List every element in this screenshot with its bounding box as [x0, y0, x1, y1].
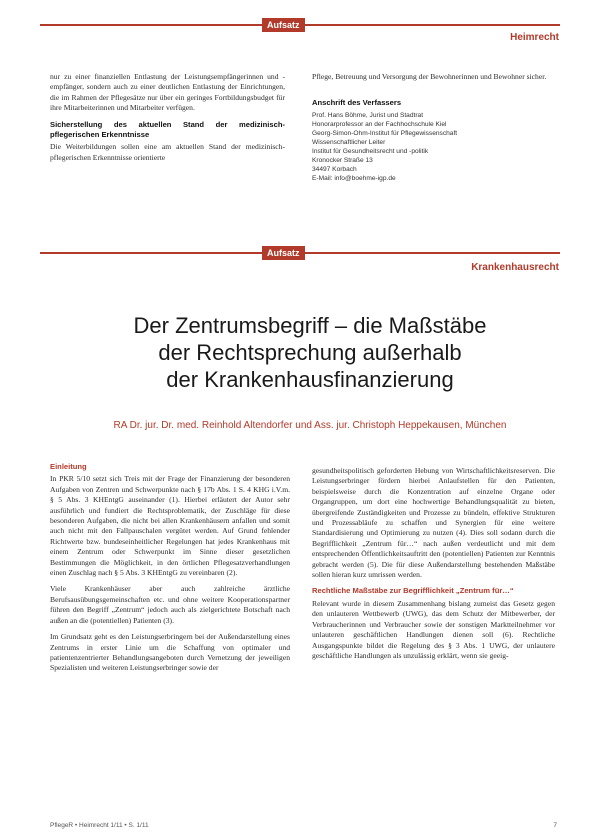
address-line: Wissenschaftlicher Leiter: [312, 138, 386, 146]
address-line: Georg-Simon-Ohm-Institut für Pflegewissenschaft: [312, 129, 458, 137]
intro-heading: Einleitung: [50, 462, 87, 471]
address-line: E-Mail: info@boehme-igp.de: [312, 174, 396, 182]
legal-standards-heading: Rechtliche Maßstäbe zur Begrifflichkeit „Zentrum für…“: [312, 586, 514, 596]
top-right-column: [312, 72, 552, 183]
address-heading: Anschrift des Verfassers: [312, 98, 402, 108]
top-left-paragraph-2: Die Weiterbildungen sollen eine am aktuellen Stand der medizinisch-pflegerischen Erkenntnisse orientierte: [50, 142, 285, 162]
body-left-paragraph-1: In PKR 5/10 setzt sich Treis mit der Frage der Finanzierung der besonderen Aufgaben von Zentren und Schwerpunkte nach § 17b Abs. 1 S. 4 KHG i.V.m. § 5 Abs. 3 KHEntgG auseinander (1). Hierbei erläutert der Autor sehr ausführlich und fundiert die Rechtsproblematik, der Zuschläge für diese besonderen Aufgaben, die nicht bei allen Krankenhäusern anfallen und somit auch nicht mit den Fallpauschalen vergütet werden. Auf Grund fehlender Richtwerte bzw. bundeseinheitlicher Regelungen hat jedes Krankenhaus mit einem Zentrum oder Schwerpunkt im Sinne dieser gesetzlichen Bestimmungen die Möglichkeit, in den örtlichen Pflegesatzverhandlungen einen Zuschlag nach § 5 Abs. 3 KHEntgG zu vereinbaren (2).: [50, 474, 290, 578]
top-section-name: Heimrecht: [510, 32, 559, 43]
address-line: Kronocker Straße 13: [312, 156, 373, 164]
address-line: Institut für Gesundheitsrecht und -politik: [312, 147, 429, 155]
title-line-2: der Rechtsprechung außerhalb: [158, 340, 462, 365]
top-left-heading: Sicherstellung des aktuellen Stand der medizinisch-pflegerischen Erkenntnisse: [50, 119, 285, 140]
top-left-paragraph-1: nur zu einer finanziellen Entlastung der Leistungsempfängerinnen und -empfänger, sondern auch zu einer deutlichen Entlastung der Einrichtungen, die im Rahmen der Pflegesätze nur über ein geringes Fortbildungsbudget für ihre Mitarbeiterinnen und Mitarbeiter verfügen.: [50, 72, 285, 113]
article-section-name: Krankenhausrecht: [471, 262, 559, 273]
address-line: Prof. Hans Böhme, Jurist und Stadtrat: [312, 111, 424, 119]
body-right-paragraph-1: gesundheitspolitisch geforderten Hebung von Wirtschaftlichkeitsreserven. Die Leistungserbringer fördern hierbei Anlaufstellen für den Patienten, beispielsweise durch die Konzentration auf einzelne Organe oder Organgruppen, um dort eine hochwertige Behandlungsqualität zu bieten, übergreifende Zuständigkeiten und Prozesse zu bündeln, effektive Strukturen und Prozessabläufe zu schaffen und Synergien für eine weitere Standardisierung und Optimierung zu nutzen (4). Dies soll sodann durch die Begrifflichkeit „Zentrum für…“ nach außen verdeutlicht und mit dem entsprechenden Öffentlichkeitsauftritt den (potentiellen) Patienten zur Kenntnis gebracht werden (5). Die für diese Außendarstellung bestehenden Maßstäbe sollen hieran kurz umrissen werden.: [312, 466, 555, 580]
title-line-1: Der Zentrumsbegriff – die Maßstäbe: [133, 313, 487, 338]
article-authors: RA Dr. jur. Dr. med. Reinhold Altendorfer und Ass. jur. Christoph Heppekausen, München: [113, 420, 507, 431]
body-left-paragraph-3: Im Grundsatz geht es den Leistungserbringern bei der Außendarstellung eines Zentrums in erster Linie um die Schaffung von optimaler und patientenzentrierter Behandlungsangeboten durch Vernetzung der jeweiligen Spezialisten und weiteren Leistungserbringer sowie der: [50, 632, 290, 673]
address-line: Honorarprofessor an der Fachhochschule Kiel: [312, 120, 447, 128]
title-line-3: der Krankenhausfinanzierung: [166, 367, 454, 392]
article-title: [60, 312, 560, 393]
top-section-kind-tab: Aufsatz: [262, 18, 305, 32]
footer-journal-ref: PflegeR • Heimrecht 1/11 • S. 1/11: [50, 822, 149, 829]
body-left-column: [50, 458, 290, 680]
body-right-column: [312, 466, 555, 667]
body-left-paragraph-2: Viele Krankenhäuser aber auch zahlreiche ärztliche Berufsausübungsgemeinschaften etc. und ohne weitere Kooperationspartner führen den Begriff „Zentrum“ jedoch auch als zielgerichtete Botschaft nach außen an die (potentiellen) Patienten (3).: [50, 584, 290, 625]
top-left-column: [50, 72, 285, 169]
article-kind-tab: Aufsatz: [262, 246, 305, 260]
footer-page-number: 7: [553, 822, 557, 829]
author-address-block: [312, 111, 552, 183]
address-line: 34497 Korbach: [312, 165, 357, 173]
body-right-paragraph-2: Relevant wurde in diesem Zusammenhang bislang zumeist das Gesetz gegen den unlauteren Wettbewerb (UWG), das dem Schutz der Mitbewerber, der Verbraucherinnen und Verbraucher sowie der sonstigen Marktteilnehmer vor unlauteren geschäftlichen Handlungen dienen soll (6). Rechtliche Ausgangspunkte bildet die Regelung des § 3 Abs. 1 UWG, der unlautere geschäftliche Handlungen als unzulässig erklärt, wenn sie geeig-: [312, 598, 555, 660]
top-right-paragraph-1: Pflege, Betreuung und Versorgung der Bewohnerinnen und Bewohner sicher.: [312, 72, 547, 81]
